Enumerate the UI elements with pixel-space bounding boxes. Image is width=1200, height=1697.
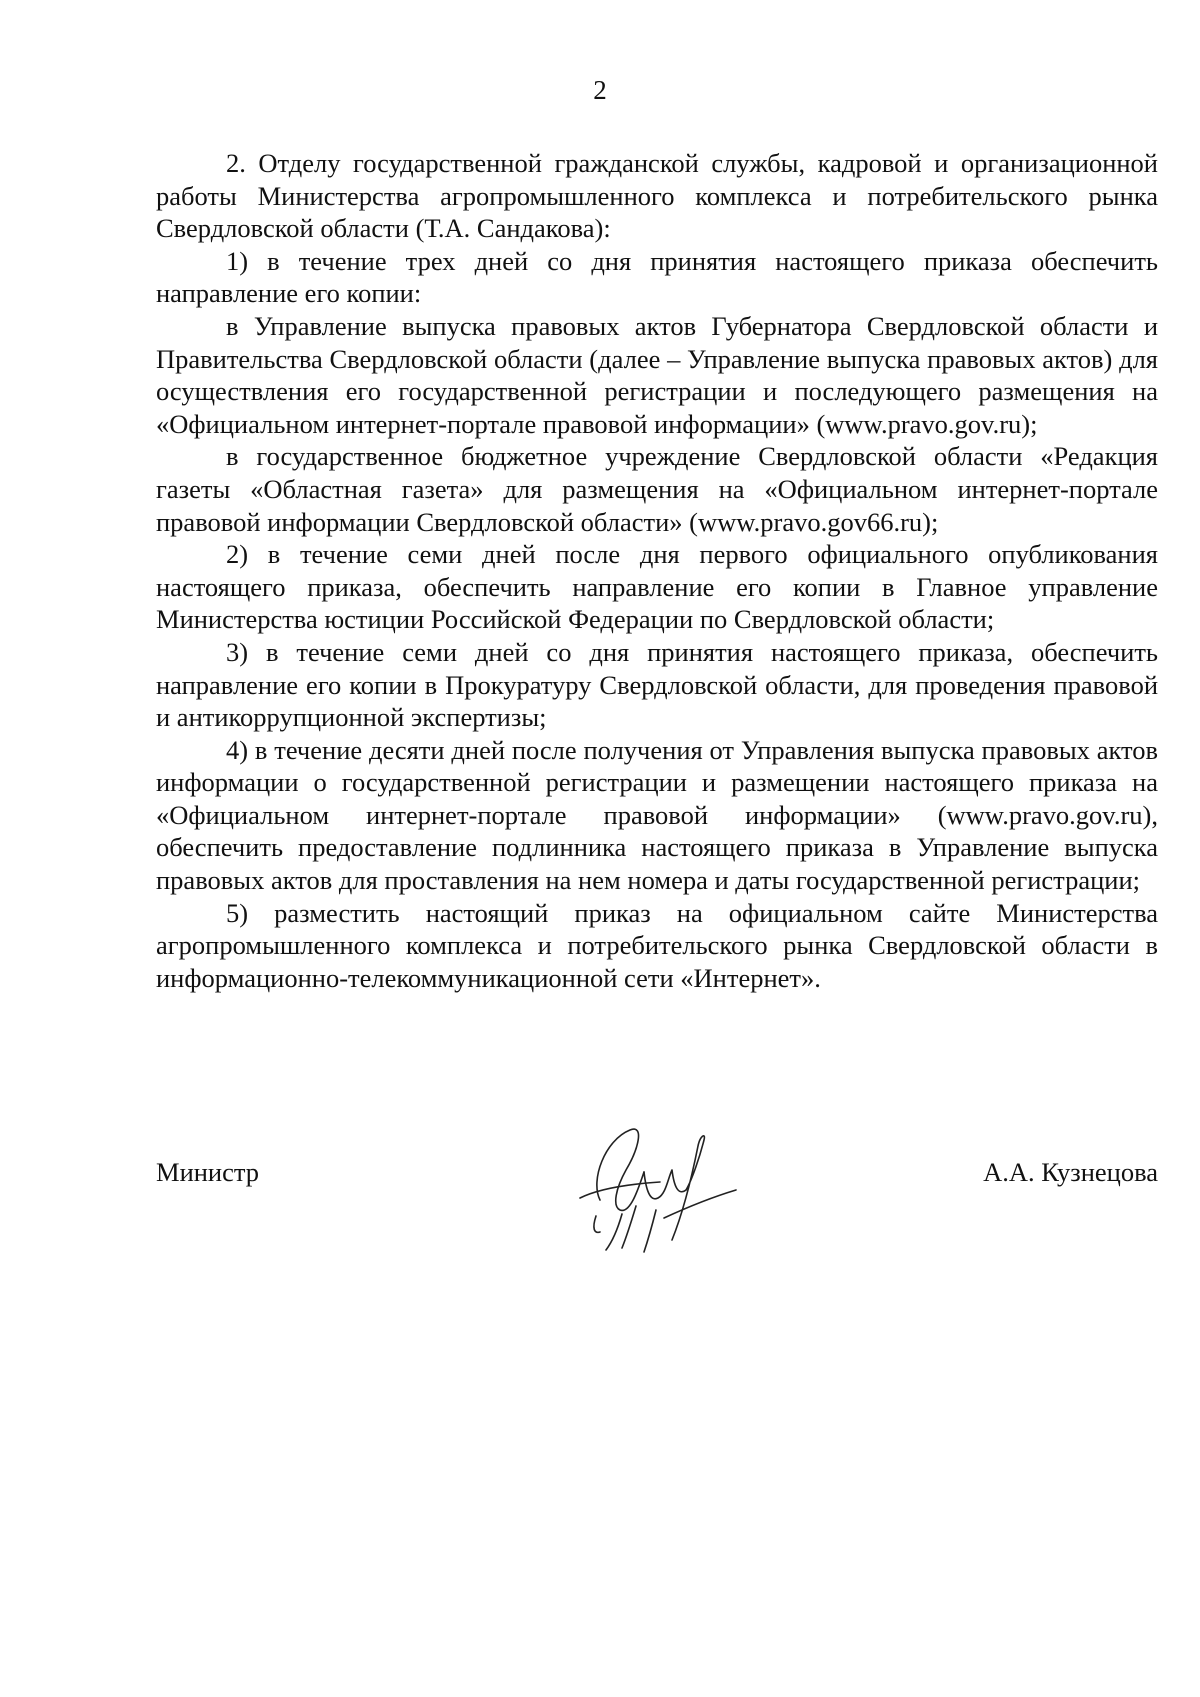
paragraph-item-2: 2. Отделу государственной гражданской службы, кадровой и организационной работы Министерства агропромышленного комплекса и потребительского рынка Свердловской области (Т.А. Сандакова): bbox=[156, 148, 1158, 244]
document-body bbox=[156, 147, 1158, 994]
paragraph-subitem-2: 2) в течение семи дней после дня первого официального опубликования настоящего приказа, обеспечить направление его копии в Главное управление Министерства юстиции Российской Федерации по Свердловской области; bbox=[156, 539, 1158, 635]
paragraph-subitem-4: 4) в течение десяти дней после получения от Управления выпуска правовых актов информации о государственной регистрации и размещении настоящего приказа на «Официальном интернет-портале правовой информации» (www.pravo.gov.ru), обеспечить предоставление подлинника настоящего приказа в Управление выпуска правовых актов для проставления на нем номера и даты государственной регистрации; bbox=[156, 734, 1158, 896]
paragraph-subitem-3: 3) в течение семи дней со дня принятия настоящего приказа, обеспечить направление его копии в Прокуратуру Свердловской области, для проведения правовой и антикоррупционной экспертизы; bbox=[156, 636, 1158, 733]
paragraph-subitem-1: 1) в течение трех дней со дня принятия настоящего приказа обеспечить направление его копии: bbox=[156, 245, 1158, 309]
paragraph-subitem-5: 5) разместить настоящий приказ на официальном сайте Министерства агропромышленного комплекса и потребительского рынка Свердловской области в информационно-телекоммуникационной сети «Интернет». bbox=[156, 897, 1158, 993]
signatory-title: Министр bbox=[156, 1157, 260, 1187]
signatory-name: А.А. Кузнецова bbox=[983, 1157, 1158, 1187]
handwritten-signature-icon bbox=[560, 1110, 740, 1260]
paragraph-recipient-newspaper: в государственное бюджетное учреждение Свердловской области «Редакция газеты «Областная газета» для размещения на «Официальном интернет-портале правовой информации Свердловской области» (www.pravo.gov66.ru); bbox=[156, 441, 1158, 537]
paragraph-recipient-legal-acts: в Управление выпуска правовых актов Губернатора Свердловской области и Правительства Свердловской области (далее – Управление выпуска правовых актов) для осуществления его государственной регистрации и последующего размещения на «Официальном интернет-портале правовой информации» (www.pravo.gov.ru); bbox=[156, 310, 1158, 439]
page-number: 2 bbox=[593, 75, 607, 105]
